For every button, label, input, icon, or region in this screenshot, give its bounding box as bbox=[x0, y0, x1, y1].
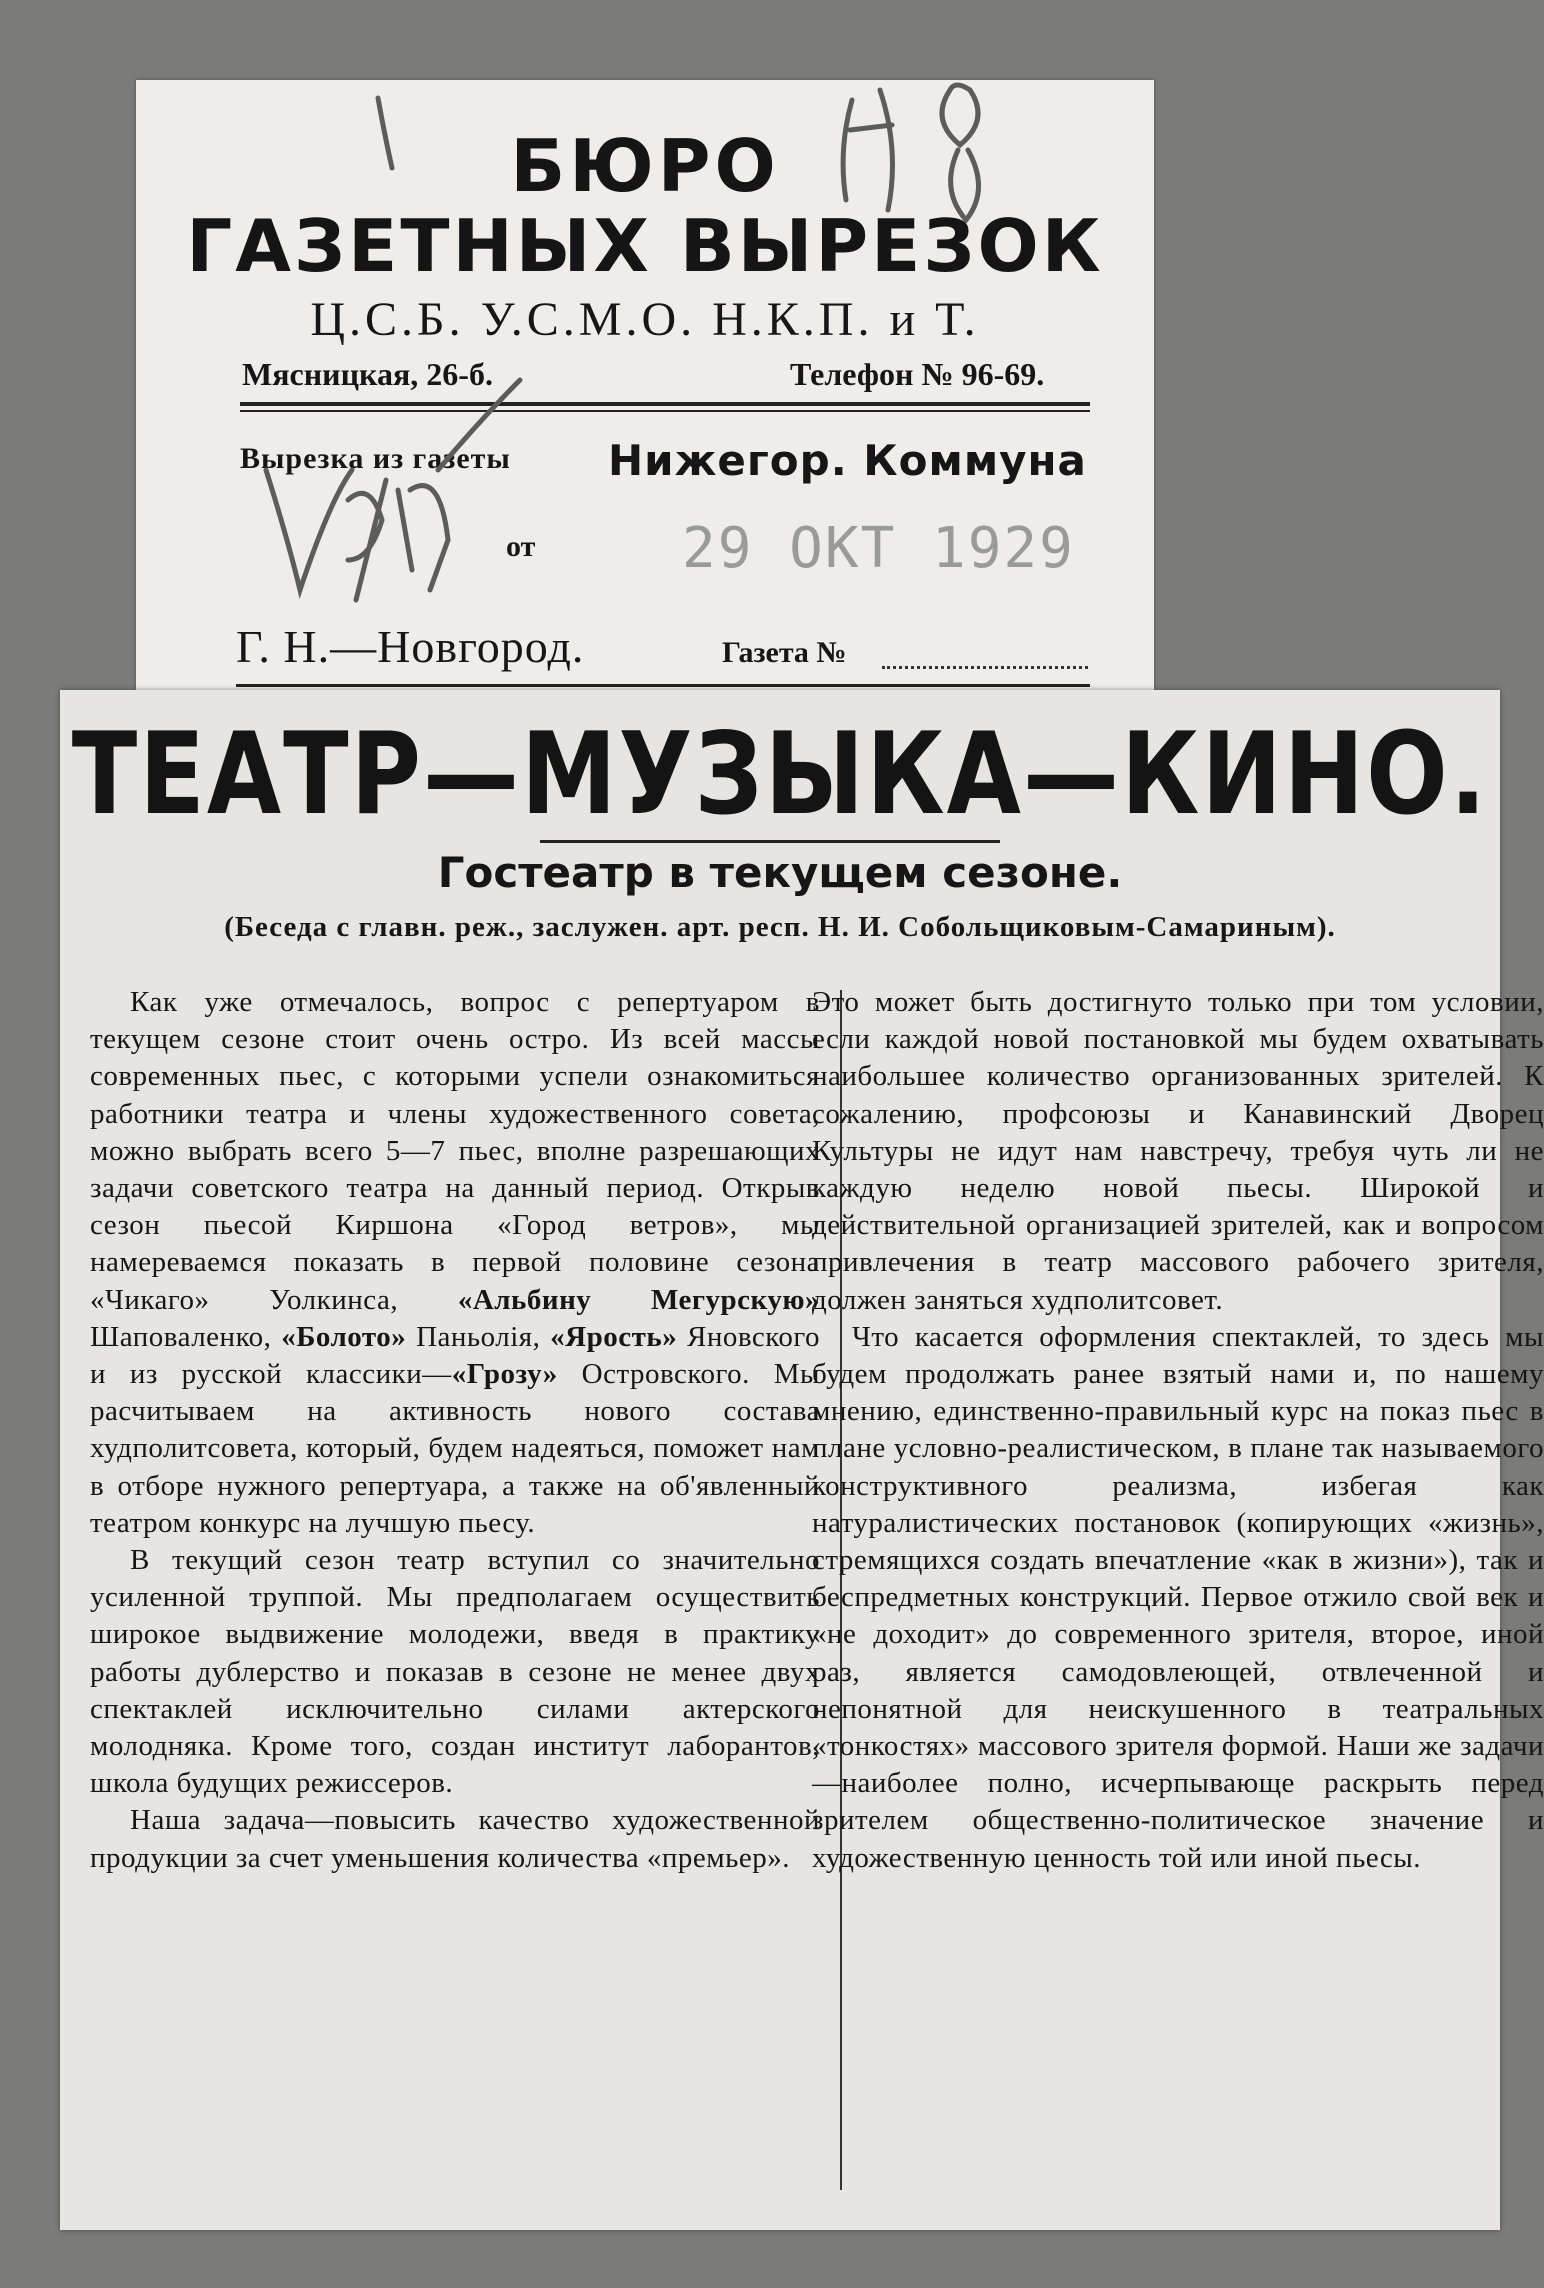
article-left-column bbox=[90, 984, 820, 1877]
bureau-address: Мясницкая, 26-б. bbox=[242, 356, 493, 392]
date-stamp: 29 ОКТ 1929 bbox=[682, 516, 1075, 581]
play-title: «Грозу» bbox=[451, 1358, 558, 1391]
play-title: «Болото» bbox=[281, 1320, 407, 1353]
article-headline: ТЕАТР—МУЗЫКА—КИНО. bbox=[71, 708, 1489, 841]
play-title: «Альбину Мегурскую» bbox=[457, 1283, 820, 1316]
paragraph: Это может быть достигнуто только при том условии, если каждой новой постановкой мы будем охватывать наибольшее количество организованных зрителей. К сожалению, профсоюзы и Канавинский Дворец Культуры не идут нам навстречу, требуя чуть ли не каждую неделю новой пьесы. Широкой и действительной организацией зрителей, как и вопросом привлечения в театр массового рабочего зрителя, должен заняться худполитсовет. bbox=[812, 986, 1544, 1316]
bureau-title-line2: ГАЗЕТНЫХ ВЫРЕЗОК bbox=[186, 204, 1104, 288]
date-label: от bbox=[506, 530, 536, 563]
paragraph-text: Островского. Мы расчитываем на активность нового состава худполитсовета, который, будем надеяться, поможет нам в отборе нужного репертуара, а также на об'явленный театром конкурс на лучшую пьесу. bbox=[90, 1358, 821, 1539]
newspaper-article-clipping bbox=[60, 690, 1544, 2230]
article-subheadline: Гостеатр в текущем сезоне. bbox=[437, 848, 1123, 897]
gazette-number-label: Газета № bbox=[722, 636, 847, 669]
newspaper-name: Нижегор. Коммуна bbox=[608, 436, 1087, 485]
divider bbox=[540, 840, 1000, 843]
article-right-column bbox=[812, 984, 1544, 1877]
bureau-phone: Телефон № 96-69. bbox=[790, 356, 1045, 392]
paragraph-text: Яновского и из русской классики— bbox=[90, 1320, 821, 1391]
bureau-title-line1: БЮРО bbox=[510, 124, 780, 208]
clipping-label: Вырезка из газеты bbox=[240, 442, 511, 475]
paragraph-text: Паньолія, bbox=[416, 1320, 541, 1353]
paragraph: В текущий сезон театр вступил со значительно усиленной труппой. Мы предполагаем осуществить широкое выдвижение молодежи, введя в практику работы дублерство и показав в сезоне не менее двух спектаклей исключительно силами актерского молодняка. Кроме того, создан институт лаборантов, школа будущих режиссеров. bbox=[90, 1544, 820, 1800]
paragraph-text: Шаповаленко, bbox=[90, 1320, 272, 1353]
paragraph-text: Как уже отмечалось, вопрос с репертуаром в текущем сезоне стоит очень остро. Из всей массы современных пьес, с которыми успели ознакомиться работники театра и члены художественного совета, можно выбрать всего 5—7 пьес, вполне разрешающих задачи советского театра на данный период. Открыв сезон пьесой Киршона «Город ветров», мы намереваемся показать в первой половине сезона «Чикаго» Уолкинса, bbox=[90, 986, 820, 1316]
city-line: Г. Н.—Новгород. bbox=[236, 621, 585, 672]
play-title: «Ярость» bbox=[550, 1320, 678, 1353]
paragraph bbox=[90, 984, 820, 1542]
paragraph: Что касается оформления спектаклей, то здесь мы будем продолжать ранее взятый нами и, по нашему мнению, единственно-правильный курс на показ пьес в плане условно-реалистическом, в плане так называемого конструктивного реализма, избегая как натуралистических постановок (копирующих «жизнь», стремящихся создать впечатление «как в жизни»), так и беспредметных конструкций. Первое отжило свой век и «не доходит» до современного зрителя, второе, иной раз, является самодовлеющей, отвлеченной и непонятной для неискушенного в театральных «тонкостях» массового зрителя формой. Наши же задачи—наиболее полно, исчерпывающе раскрыть перед зрителем общественно-политическое значение и художественную ценность той или иной пьесы. bbox=[812, 1320, 1544, 1874]
pencil-scribble-icon bbox=[0, 0, 1544, 700]
article-intro: (Беседа с главн. реж., заслужен. арт. респ. Н. И. Собольщиковым-Самариным). bbox=[224, 911, 1336, 943]
bureau-org-line: Ц.С.Б. У.С.М.О. Н.К.П. и Т. bbox=[310, 293, 980, 346]
paragraph: Наша задача—повысить качество художественной продукции за счет уменьшения количества «премьер». bbox=[90, 1804, 820, 1874]
